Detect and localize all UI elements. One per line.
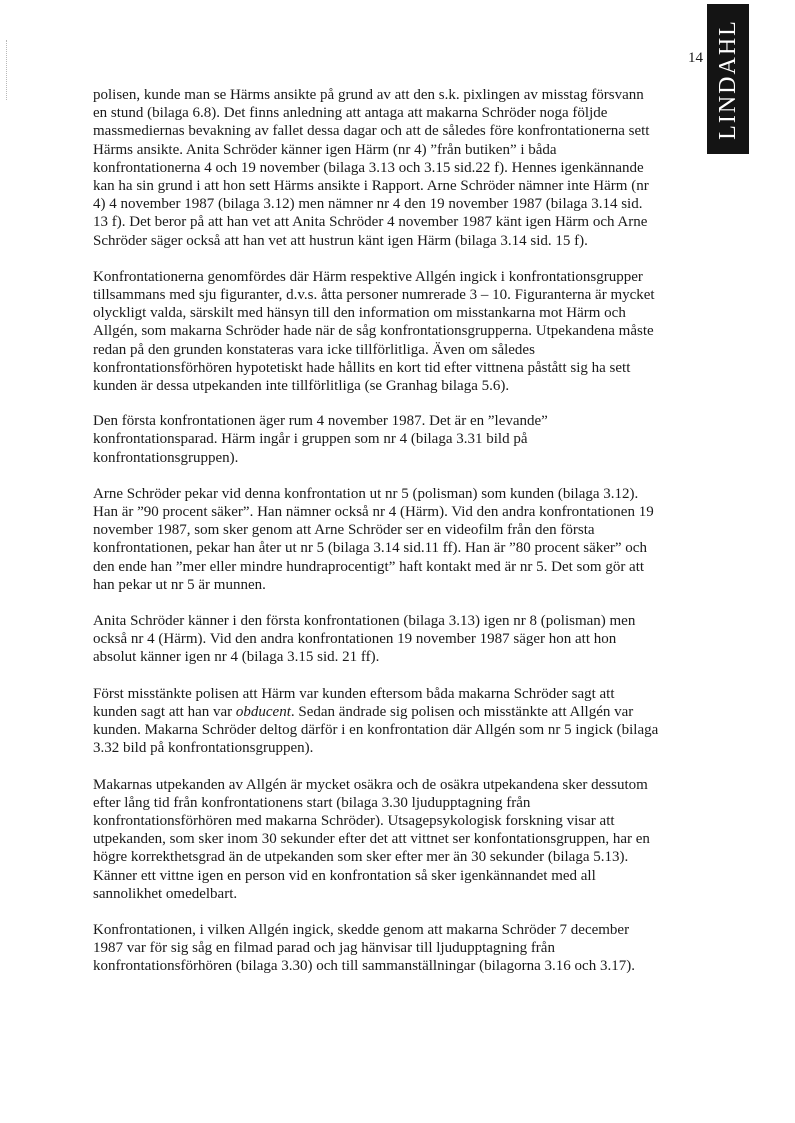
paragraph-5: Anita Schröder känner i den första konfrontationen (bilaga 3.13) igen nr 8 (polisman) men också nr 4 (Härm). Vid den andra konfrontationen 19 november 1987 säger hon att hon absolut känner igen nr 4 (bilaga 3.15 sid. 21 ff). bbox=[93, 613, 636, 666]
paragraph-1: polisen, kunde man se Härms ansikte på grund av att den s.k. pixlingen av misstag försvann en stund (bilaga 6.8). Det finns anledning att antaga att makarna Schröder noga följde massmediernas bevakning av fallet dessa dagar och att de således före konfrontationerna sett Härms ansikte. Anita Schröder känner igen Härm (nr 4) ”från butiken” i båda konfrontationerna 4 och 19 november (bilaga 3.13 och 3.15 sid.22 f). Hennes igenkännande kan ha sin grund i att hon sett Härms ansikte i Rapport. Arne Schröder nämner inte Härm (nr 4) 4 november 1987 (bilaga 3.12) men nämner nr 4 den 19 november 1987 (bilaga 3.14 sid. 13 f). Det beror på att han vet att Anita Schröder 4 november 1987 känt igen Härm och Arne Schröder säger också att han vet att hustrun känt igen Härm (bilaga 3.14 sid. 15 f). bbox=[93, 87, 650, 249]
side-tab-label bbox=[707, 4, 749, 154]
paragraph-6: Först misstänkte polisen att Härm var kunden eftersom båda makarna Schröder sagt att kunden sagt att han var obducent. Sedan ändrade sig polisen och misstänkte att Allgén var kunden. Makarna Schröder deltog därför i en konfrontation där Allgén som nr 5 ingick (bilaga 3.32 bild på konfrontationsgruppen). bbox=[93, 685, 659, 757]
binding-marks bbox=[6, 40, 9, 100]
side-tab-text: LINDAHL bbox=[714, 18, 741, 140]
paragraph-8: Konfrontationen, i vilken Allgén ingick, skedde genom att makarna Schröder 7 december 1987 var för sig såg en filmad parad och jag hänvisar till ljudupptagning från konfrontationsförhören (bilaga 3.30) och till sammanställningar (bilagorna 3.16 och 3.17). bbox=[93, 921, 635, 975]
page-number: 14 bbox=[688, 50, 703, 66]
paragraph-4: Arne Schröder pekar vid denna konfrontation ut nr 5 (polisman) som kunden (bilaga 3.12). Han är ”90 procent säker”. Han nämner också nr 4 (Härm). Vid den andra konfrontationen 19 november 1987, som sker genom att Arne Schröder ser en videofilm från den första konfrontationen, pekar han åter ut nr 5 (bilaga 3.14 sid.11 ff). Han är ”80 procent säker” och den ende han ”mer eller mindre hundraprocentigt” haft kontakt med är nr 5. Det som gör att han pekar ut nr 5 är munnen. bbox=[93, 485, 654, 593]
document-body bbox=[93, 86, 703, 976]
paragraph-2: Konfrontationerna genomfördes där Härm respektive Allgén ingick i konfrontationsgrupper tillsammans med sju figuranter, d.v.s. åtta personer numrerade 3 – 10. Figuranterna är mycket olyckligt valda, särskilt med hänsyn till den information om misstankarna mot Härm och Allgén, som makarna Schröder hade när de såg konfrontationsgrupperna. Utpekandena måste redan på den grunden konstateras vara icke tillförlitliga. Även om således konfrontationsförhören hypotetiskt hade hållits en kort tid efter vittnena påstått sig ha sett kunden är dessa utpekanden inte tillförlitliga (se Granhag bilaga 5.6). bbox=[93, 268, 655, 395]
paragraph-7: Makarnas utpekanden av Allgén är mycket osäkra och de osäkra utpekandena sker dessutom efter lång tid från konfrontationens start (bilaga 3.30 ljudupptagning från konfrontationsförhören med makarna Schröder). Utsagepsykologisk forskning visar att utpekanden, som sker inom 30 sekunder efter det att vittnet ser konfontationsgruppen, har en högre korrekthetsgrad än de utpekanden som sker efter mer än 30 sekunder (bilaga 5.13). Känner ett vittne igen en person vid en konfrontation så sker igenkännandet med all sannolikhet omedelbart. bbox=[93, 776, 650, 902]
paragraph-3: Den första konfrontationen äger rum 4 november 1987. Det är en ”levande” konfrontationsparad. Härm ingår i gruppen som nr 4 (bilaga 3.31 bild på konfrontationsgruppen). bbox=[93, 413, 548, 466]
